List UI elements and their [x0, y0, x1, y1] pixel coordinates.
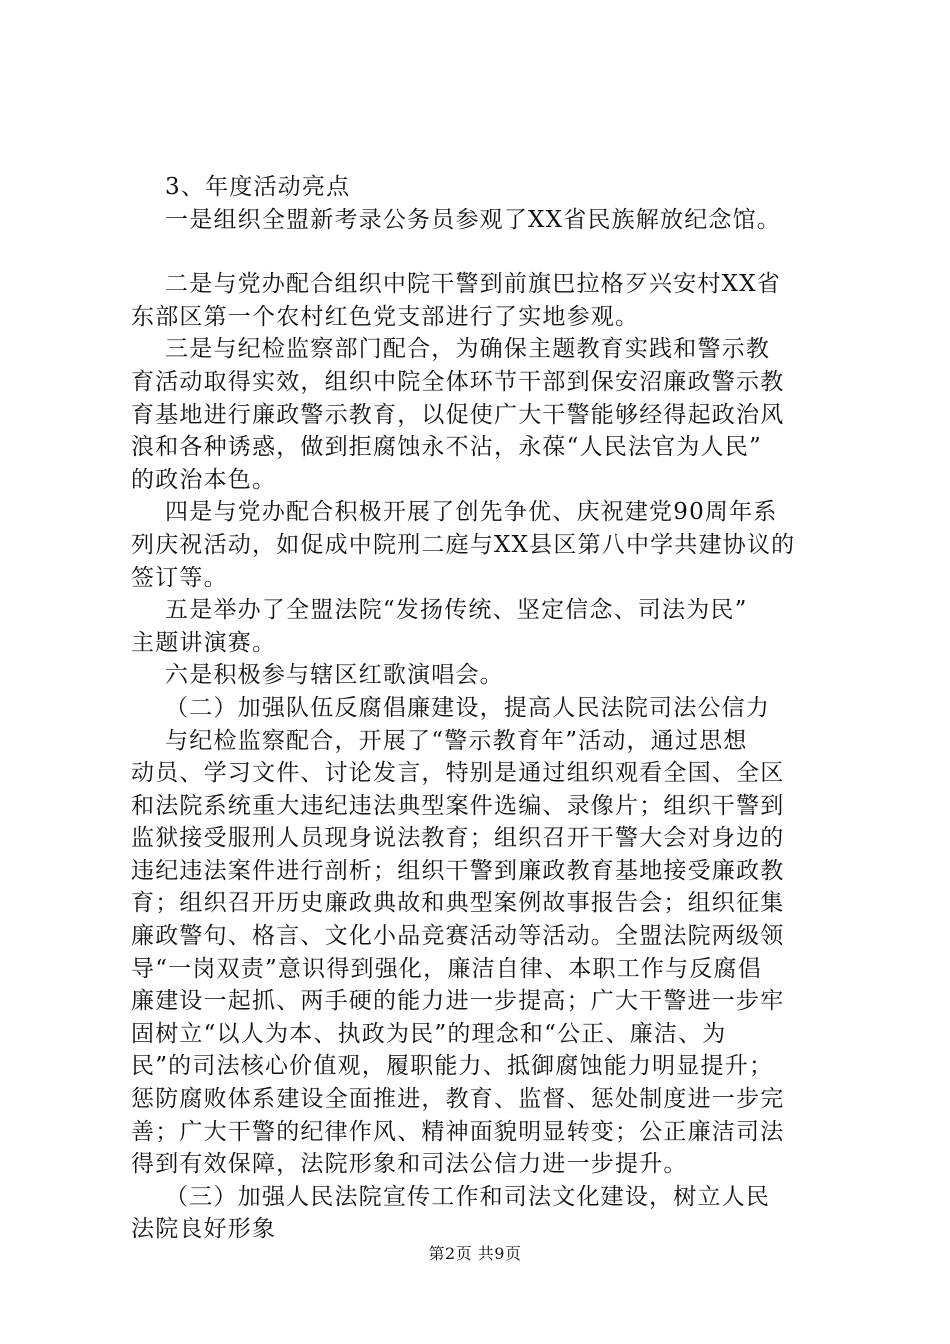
paragraph-line: 一是组织全盟新考录公务员参观了XX省民族解放纪念馆。 [131, 206, 781, 233]
paragraph-line: 和法院系统重大违纪违法典型案件选编、录像片；组织干警到 [131, 792, 785, 819]
section-heading: （二）加强队伍反腐倡廉建设，提高人民法院司法公信力 [131, 694, 771, 721]
paragraph-line: 主题讲演赛。 [131, 629, 277, 656]
paragraph-line: 列庆祝活动，如促成中院刑二庭与XX县区第八中学共建协议的 [131, 531, 796, 558]
paragraph-line: 三是与纪检监察部门配合，为确保主题教育实践和警示教 [131, 336, 771, 363]
paragraph-line: 东部区第一个农村红色党支部进行了实地参观。 [131, 303, 640, 330]
paragraph-line: 得到有效保障，法院形象和司法公信力进一步提升。 [131, 1151, 688, 1178]
paragraph-line: 导“一岗双责”意识得到强化，廉洁自律、本职工作与反腐倡 [131, 955, 762, 982]
paragraph-line: 六是积极参与辖区红歌演唱会。 [131, 662, 504, 689]
page-number-footer: 第2页 共9页 [428, 1244, 522, 1263]
paragraph-line: 浪和各种诱惑，做到拒腐蚀永不沾，永葆“人民法官为人民” [131, 434, 762, 461]
paragraph-line: 五是举办了全盟法院“发扬传统、坚定信念、司法为民” [131, 597, 748, 624]
paragraph-line: 四是与党办配合积极开展了创先争优、庆祝建党90周年系 [131, 499, 778, 526]
paragraph-line: 育基地进行廉政警示教育，以促使广大干警能够经得起政治风 [131, 401, 785, 428]
paragraph-line: 监狱接受服刑人员现身说法教育；组织召开干警大会对身边的 [131, 825, 785, 852]
paragraph-line: 动员、学习文件、讨论发言，特别是通过组织观看全国、全区 [131, 760, 785, 787]
section-heading: 3、年度活动亮点 [131, 174, 351, 200]
paragraph-line: 廉建设一起抓、两手硬的能力进一步提高；广大干警进一步牢 [131, 988, 785, 1015]
paragraph-line: 的政治本色。 [131, 466, 277, 493]
section-heading: 法院良好形象 [131, 1216, 277, 1243]
paragraph-line: 与纪检监察配合，开展了“警示教育年”活动，通过思想 [131, 727, 748, 754]
paragraph-line: 育；组织召开历史廉政典故和典型案例故事报告会；组织征集 [131, 890, 785, 917]
paragraph-line: 签订等。 [131, 564, 228, 591]
paragraph-line: 育活动取得实效，组织中院全体环节干部到保安沼廉政警示教 [131, 368, 785, 395]
paragraph-line: 惩防腐败体系建设全面推进，教育、监督、惩处制度进一步完 [131, 1086, 785, 1113]
paragraph-line: 善；广大干警的纪律作风、精神面貌明显转变；公正廉洁司法 [131, 1118, 785, 1145]
document-body [131, 171, 831, 1246]
blank-line [131, 236, 831, 268]
paragraph-line: 二是与党办配合组织中院干警到前旗巴拉格歹兴安村XX省 [131, 271, 781, 298]
paragraph-line: 廉政警句、格言、文化小品竞赛活动等活动。全盟法院两级领 [131, 923, 785, 950]
paragraph-line: 违纪违法案件进行剖析；组织干警到廉政教育基地接受廉政教 [131, 857, 785, 884]
paragraph-line: 民”的司法核心价值观，履职能力、抵御腐蚀能力明显提升； [131, 1053, 774, 1080]
paragraph-line: 固树立“以人为本、执政为民”的理念和“公正、廉洁、为 [131, 1020, 727, 1047]
section-heading: （三）加强人民法院宣传工作和司法文化建设，树立人民 [131, 1183, 771, 1210]
